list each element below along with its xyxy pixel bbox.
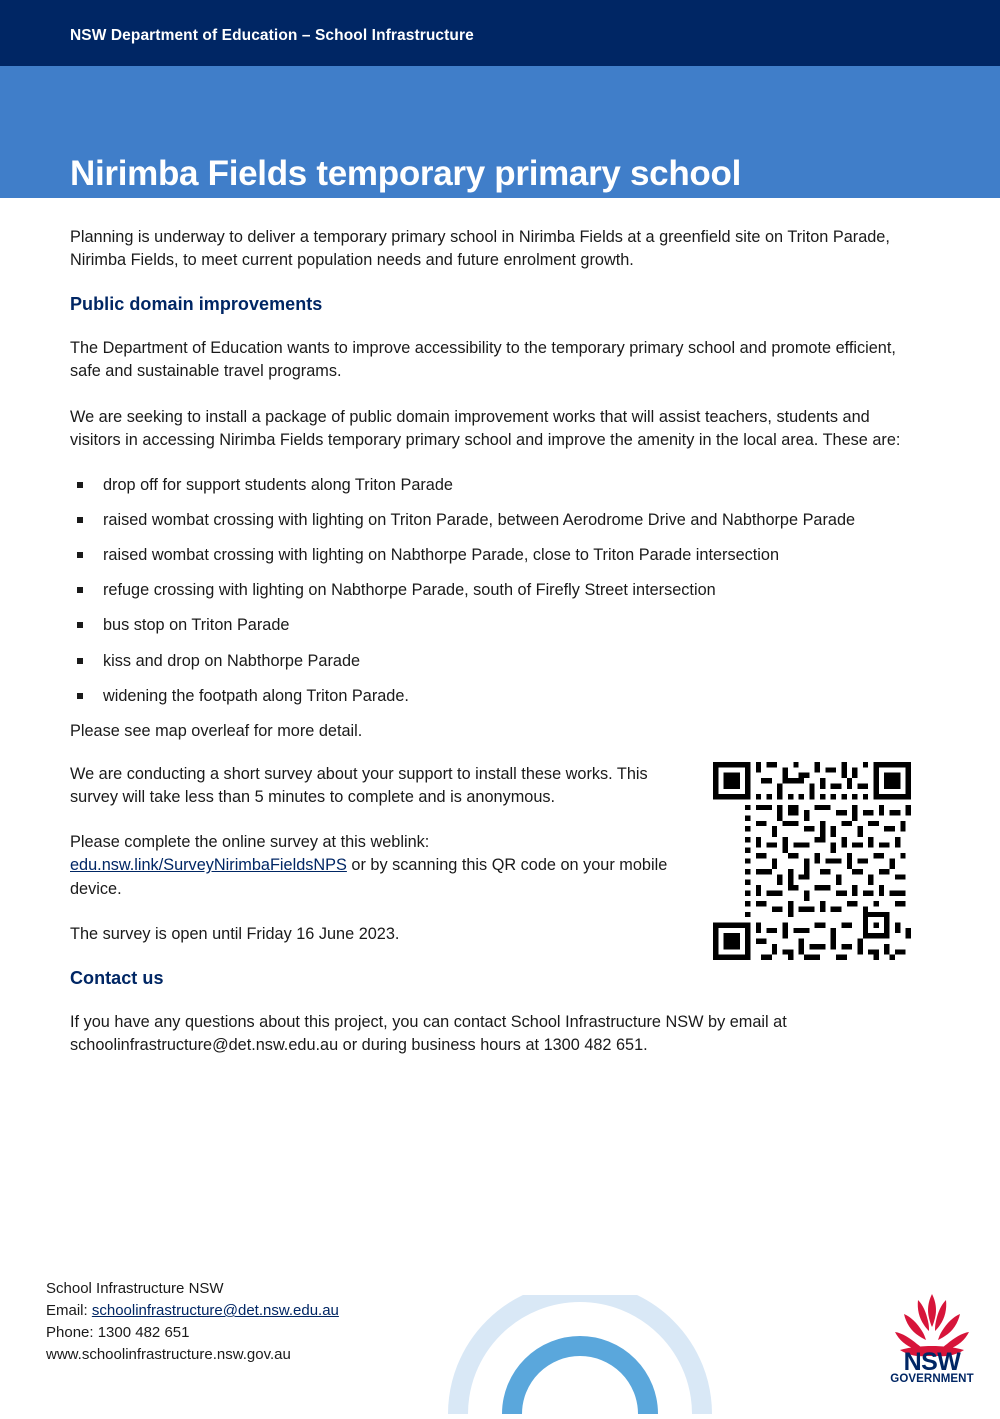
list-item: refuge crossing with lighting on Nabthorpe Parade, south of Firefly Street intersection xyxy=(70,579,910,602)
heading-contact-us: Contact us xyxy=(70,967,164,988)
list-item: kiss and drop on Nabthorpe Parade xyxy=(70,650,910,673)
paragraph-accessibility: The Department of Education wants to improve accessibility to the temporary primary school and promote efficient, safe and sustainable travel programs. xyxy=(70,339,896,381)
weblink-suffix-text: or by scanning this QR code on your mobile device. xyxy=(70,856,668,898)
department-label: NSW Department of Education – School Infrastructure xyxy=(70,27,474,44)
subtitle-date: 2 June 2023 xyxy=(313,204,457,234)
weblink-prefix-text: Please complete the online survey at this weblink: xyxy=(70,833,430,852)
heading-public-domain-improvements: Public domain improvements xyxy=(70,294,323,315)
logo-nsw-text: NSW xyxy=(903,1348,961,1376)
list-item: widening the footpath along Triton Parade. xyxy=(70,685,910,708)
title-band xyxy=(0,66,1000,234)
list-item: bus stop on Triton Parade xyxy=(70,614,910,637)
paragraph-works-package: We are seeking to install a package of public domain improvement works that will assist teachers, students and visitors in accessing Nirimba Fields temporary primary school and improve the amenity in the local area. These are: xyxy=(70,407,901,449)
waratah-petals xyxy=(895,1294,969,1356)
footer-email-link[interactable]: schoolinfrastructure@det.nsw.edu.au xyxy=(91,1302,339,1320)
qr-code[interactable] xyxy=(713,762,911,960)
survey-link[interactable]: edu.nsw.link/SurveyNirimbaFieldsNPS xyxy=(70,856,347,875)
nsw-government-logo xyxy=(888,1288,976,1384)
survey-section xyxy=(70,763,690,946)
paragraph-contact-details: If you have any questions about this project, you can contact School Infrastructure NSW by email at schoolinfrastructure@det.nsw.edu.au or during business hours at 1300 482 651. xyxy=(70,1012,787,1054)
department-band xyxy=(0,0,1000,66)
footer-email-label: Email: xyxy=(46,1302,88,1320)
decorative-arcs xyxy=(440,1295,720,1414)
improvement-works-list xyxy=(70,474,910,708)
subtitle-separator: | xyxy=(297,204,304,234)
logo-government-text: GOVERNMENT xyxy=(890,1373,974,1384)
intro-paragraph: Planning is underway to deliver a temporary primary school in Nirimba Fields at a greenfield site on Triton Parade, Nirimba Fields, to meet current population needs and future enrolment growth. xyxy=(70,228,890,270)
paragraph-survey-closing-date: The survey is open until Friday 16 June 2023. xyxy=(70,924,400,943)
footer-org: School Infrastructure NSW xyxy=(46,1280,224,1297)
subtitle-label: Community update xyxy=(70,204,289,234)
list-item: raised wombat crossing with lighting on Nabthorpe Parade, close to Triton Parade intersection xyxy=(70,544,910,567)
paragraph-survey-intro: We are conducting a short survey about your support to install these works. This survey will take less than 5 minutes to complete and is anonymous. xyxy=(70,764,648,807)
footer-phone: Phone: 1300 482 651 xyxy=(46,1324,190,1342)
page-title: Nirimba Fields temporary primary school xyxy=(70,154,742,193)
list-item: drop off for support students along Triton Parade xyxy=(70,474,910,497)
footer-website: www.schoolinfrastructure.nsw.gov.au xyxy=(46,1346,291,1364)
paragraph-survey-weblink xyxy=(70,831,690,900)
footer-email-line xyxy=(46,1300,339,1322)
paragraph-map-overleaf: Please see map overleaf for more detail. xyxy=(70,721,363,740)
list-item: raised wombat crossing with lighting on Triton Parade, between Aerodrome Drive and Nabthorpe Parade xyxy=(70,509,910,532)
footer-contact-block xyxy=(46,1278,339,1366)
